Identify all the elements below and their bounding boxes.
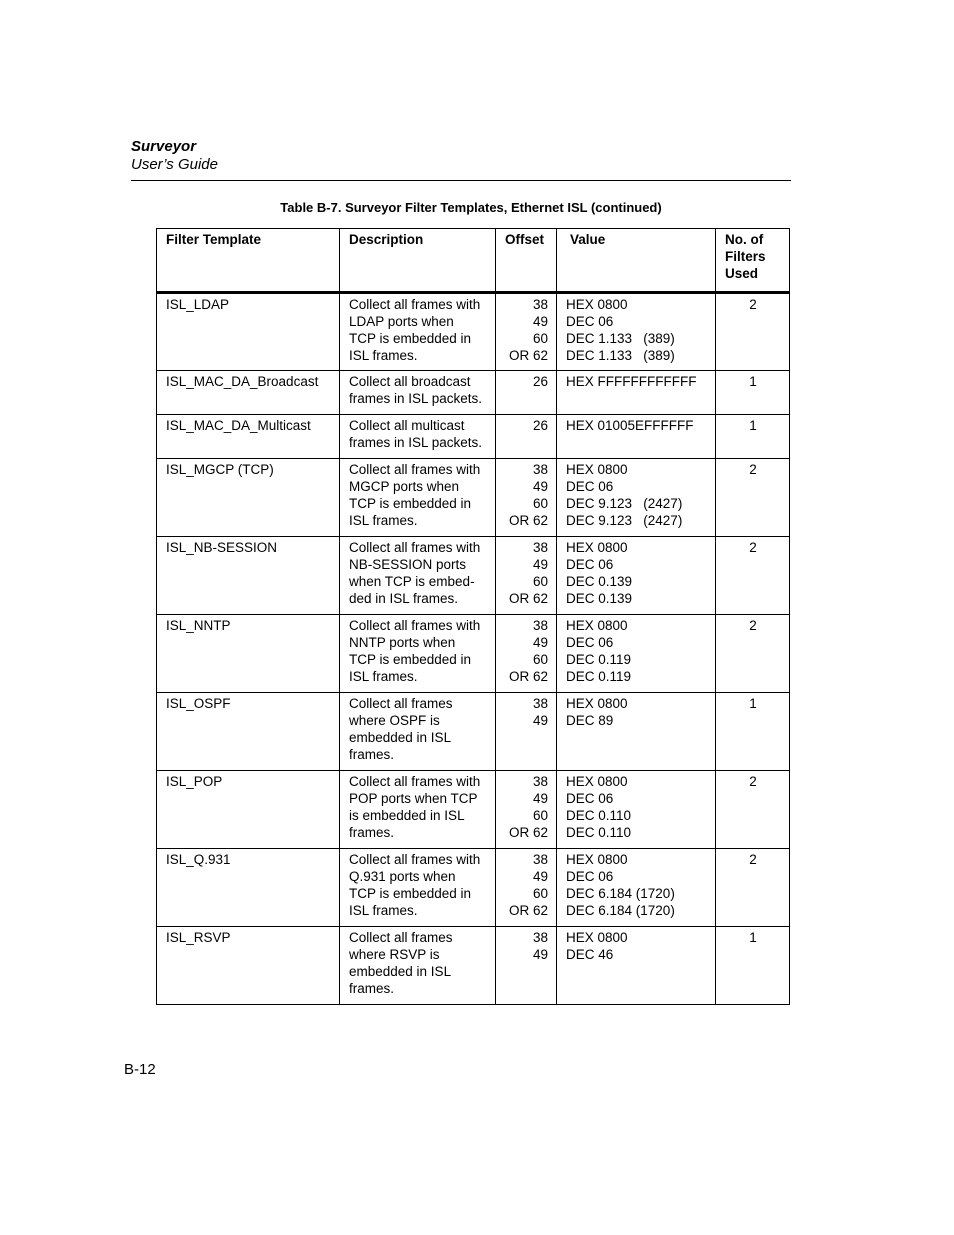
cell-value: [557, 415, 716, 459]
description-line: TCP is embedded in: [349, 652, 472, 667]
table-row: [157, 615, 790, 693]
cell-offset: [496, 771, 557, 849]
description-line: frames.: [349, 825, 395, 840]
offset-line: 38: [532, 618, 548, 633]
description-line: is embedded in ISL: [349, 808, 465, 823]
offset-line: 60: [532, 331, 548, 346]
description-line: LDAP ports when: [349, 314, 454, 329]
table-row: [157, 293, 790, 371]
table-row: [157, 371, 790, 415]
description-line: POP ports when TCP: [349, 791, 478, 806]
offset-line: 60: [532, 886, 548, 901]
cell-filters-used: 2: [716, 293, 790, 371]
offset-line: 26: [532, 374, 548, 389]
offset-line: 49: [532, 557, 548, 572]
description-line: Collect all frames with: [349, 462, 481, 477]
cell-description: [340, 459, 496, 537]
value-line: DEC 6.184 (1720): [566, 886, 675, 901]
description-line: embedded in ISL: [349, 964, 452, 979]
header-filters-used-line: Used: [725, 266, 759, 281]
cell-filters-used: 2: [716, 459, 790, 537]
value-line: DEC 06: [566, 869, 614, 884]
cell-description: [340, 771, 496, 849]
table-header-row: [157, 229, 790, 293]
cell-value: [557, 537, 716, 615]
description-line: Collect all frames with: [349, 618, 481, 633]
cell-filters-used: 2: [716, 771, 790, 849]
description-line: ded in ISL frames.: [349, 591, 459, 606]
offset-line: 38: [532, 852, 548, 867]
description-line: when TCP is embed-: [349, 574, 475, 589]
offset-line: 49: [532, 713, 548, 728]
cell-description: [340, 927, 496, 1005]
offset-line: 38: [532, 297, 548, 312]
cell-offset: [496, 849, 557, 927]
value-line: DEC 9.123 (2427): [566, 496, 683, 511]
cell-filters-used: 1: [716, 415, 790, 459]
value-line: DEC 1.133 (389): [566, 348, 675, 363]
value-line: HEX 0800: [566, 930, 628, 945]
header-filter-template: Filter Template: [157, 229, 340, 293]
value-line: HEX 0800: [566, 540, 628, 555]
description-line: Collect all multicast: [349, 418, 465, 433]
value-line: DEC 0.110: [566, 808, 632, 823]
description-line: NB-SESSION ports: [349, 557, 467, 572]
cell-description: [340, 615, 496, 693]
cell-offset: [496, 927, 557, 1005]
header-filters-used: [716, 229, 790, 293]
header-rule: [131, 180, 791, 181]
description-line: Q.931 ports when: [349, 869, 456, 884]
value-line: DEC 0.119: [566, 669, 632, 684]
value-line: HEX 0800: [566, 696, 628, 711]
cell-value: [557, 293, 716, 371]
cell-filters-used: 1: [716, 371, 790, 415]
cell-offset: [496, 293, 557, 371]
description-line: TCP is embedded in: [349, 496, 472, 511]
cell-value: [557, 459, 716, 537]
header-offset: Offset: [496, 229, 557, 293]
description-line: ISL frames.: [349, 513, 418, 528]
table-row: [157, 927, 790, 1005]
value-line: HEX 0800: [566, 774, 628, 789]
cell-value: [557, 615, 716, 693]
cell-filter-template: ISL_POP: [157, 771, 340, 849]
cell-description: [340, 693, 496, 771]
value-line: DEC 9.123 (2427): [566, 513, 683, 528]
cell-filter-template: ISL_MAC_DA_Multicast: [157, 415, 340, 459]
offset-line: 60: [532, 574, 548, 589]
description-line: NNTP ports when: [349, 635, 456, 650]
offset-line: 26: [532, 418, 548, 433]
cell-filter-template: ISL_MGCP (TCP): [157, 459, 340, 537]
description-line: Collect all frames with: [349, 774, 481, 789]
description-line: Collect all frames with: [349, 297, 481, 312]
cell-description: [340, 415, 496, 459]
value-line: DEC 0.139: [566, 591, 633, 606]
page-number: B-12: [124, 1061, 156, 1078]
offset-line: 60: [532, 808, 548, 823]
cell-value: [557, 693, 716, 771]
table-row: [157, 415, 790, 459]
header-value: Value: [557, 229, 716, 293]
description-line: TCP is embedded in: [349, 331, 472, 346]
cell-filter-template: ISL_OSPF: [157, 693, 340, 771]
table-row: [157, 771, 790, 849]
description-line: Collect all frames: [349, 930, 453, 945]
offset-line: 38: [532, 930, 548, 945]
header-description: Description: [340, 229, 496, 293]
value-line: DEC 1.133 (389): [566, 331, 675, 346]
cell-description: [340, 537, 496, 615]
offset-line: 38: [532, 696, 548, 711]
description-line: frames.: [349, 747, 395, 762]
value-line: DEC 06: [566, 557, 614, 572]
offset-line: OR 62: [508, 591, 548, 606]
offset-line: 49: [532, 791, 548, 806]
description-line: frames.: [349, 981, 395, 996]
cell-filter-template: ISL_MAC_DA_Broadcast: [157, 371, 340, 415]
value-line: HEX 0800: [566, 852, 628, 867]
cell-description: [340, 293, 496, 371]
cell-offset: [496, 459, 557, 537]
offset-line: OR 62: [508, 513, 548, 528]
description-line: frames in ISL packets.: [349, 391, 483, 406]
cell-filters-used: 1: [716, 693, 790, 771]
running-head: [131, 138, 218, 174]
offset-line: 60: [532, 496, 548, 511]
value-line: HEX 01005EFFFFFF: [566, 418, 694, 433]
cell-description: [340, 849, 496, 927]
description-line: Collect all frames: [349, 696, 453, 711]
description-line: ISL frames.: [349, 348, 418, 363]
cell-filters-used: 2: [716, 615, 790, 693]
offset-line: 49: [532, 947, 548, 962]
value-line: DEC 06: [566, 479, 614, 494]
offset-line: OR 62: [508, 669, 548, 684]
table-row: [157, 693, 790, 771]
table-row: [157, 849, 790, 927]
value-line: DEC 06: [566, 314, 614, 329]
offset-line: 38: [532, 774, 548, 789]
cell-offset: [496, 537, 557, 615]
cell-filters-used: 2: [716, 537, 790, 615]
offset-line: 49: [532, 869, 548, 884]
description-line: where OSPF is: [349, 713, 440, 728]
value-line: DEC 0.119: [566, 652, 632, 667]
table-row: [157, 537, 790, 615]
offset-line: OR 62: [508, 903, 548, 918]
offset-line: 49: [532, 314, 548, 329]
offset-line: OR 62: [508, 348, 548, 363]
cell-offset: [496, 693, 557, 771]
filter-templates-table: [156, 228, 790, 1005]
table-caption: Table B-7. Surveyor Filter Templates, Ethernet ISL (continued): [280, 200, 662, 215]
description-line: where RSVP is: [349, 947, 440, 962]
offset-line: 49: [532, 635, 548, 650]
value-line: HEX 0800: [566, 297, 628, 312]
offset-line: 60: [532, 652, 548, 667]
cell-value: [557, 849, 716, 927]
value-line: DEC 6.184 (1720): [566, 903, 675, 918]
table-row: [157, 459, 790, 537]
value-line: DEC 89: [566, 713, 614, 728]
cell-value: [557, 371, 716, 415]
offset-line: 49: [532, 479, 548, 494]
value-line: DEC 0.139: [566, 574, 633, 589]
cell-filters-used: 1: [716, 927, 790, 1005]
description-line: Collect all frames with: [349, 540, 481, 555]
cell-filter-template: ISL_NNTP: [157, 615, 340, 693]
description-line: Collect all frames with: [349, 852, 481, 867]
value-line: DEC 06: [566, 791, 614, 806]
description-line: Collect all broadcast: [349, 374, 471, 389]
value-line: HEX 0800: [566, 462, 628, 477]
description-line: TCP is embedded in: [349, 886, 472, 901]
description-line: ISL frames.: [349, 903, 418, 918]
value-line: HEX 0800: [566, 618, 628, 633]
cell-offset: [496, 371, 557, 415]
description-line: ISL frames.: [349, 669, 418, 684]
description-line: frames in ISL packets.: [349, 435, 483, 450]
value-line: DEC 46: [566, 947, 614, 962]
offset-line: 38: [532, 462, 548, 477]
product-name: Surveyor: [131, 138, 197, 155]
cell-offset: [496, 615, 557, 693]
cell-filter-template: ISL_LDAP: [157, 293, 340, 371]
value-line: DEC 06: [566, 635, 614, 650]
cell-filter-template: ISL_Q.931: [157, 849, 340, 927]
header-filters-used-line: Filters: [725, 249, 766, 264]
value-line: DEC 0.110: [566, 825, 632, 840]
offset-line: OR 62: [508, 825, 548, 840]
guide-title: User’s Guide: [131, 156, 218, 173]
description-line: embedded in ISL: [349, 730, 452, 745]
cell-filter-template: ISL_RSVP: [157, 927, 340, 1005]
offset-line: 38: [532, 540, 548, 555]
description-line: MGCP ports when: [349, 479, 460, 494]
cell-filter-template: ISL_NB-SESSION: [157, 537, 340, 615]
cell-offset: [496, 415, 557, 459]
header-filters-used-line: No. of: [725, 232, 764, 247]
cell-description: [340, 371, 496, 415]
value-line: HEX FFFFFFFFFFFF: [566, 374, 697, 389]
cell-value: [557, 927, 716, 1005]
cell-value: [557, 771, 716, 849]
cell-filters-used: 2: [716, 849, 790, 927]
